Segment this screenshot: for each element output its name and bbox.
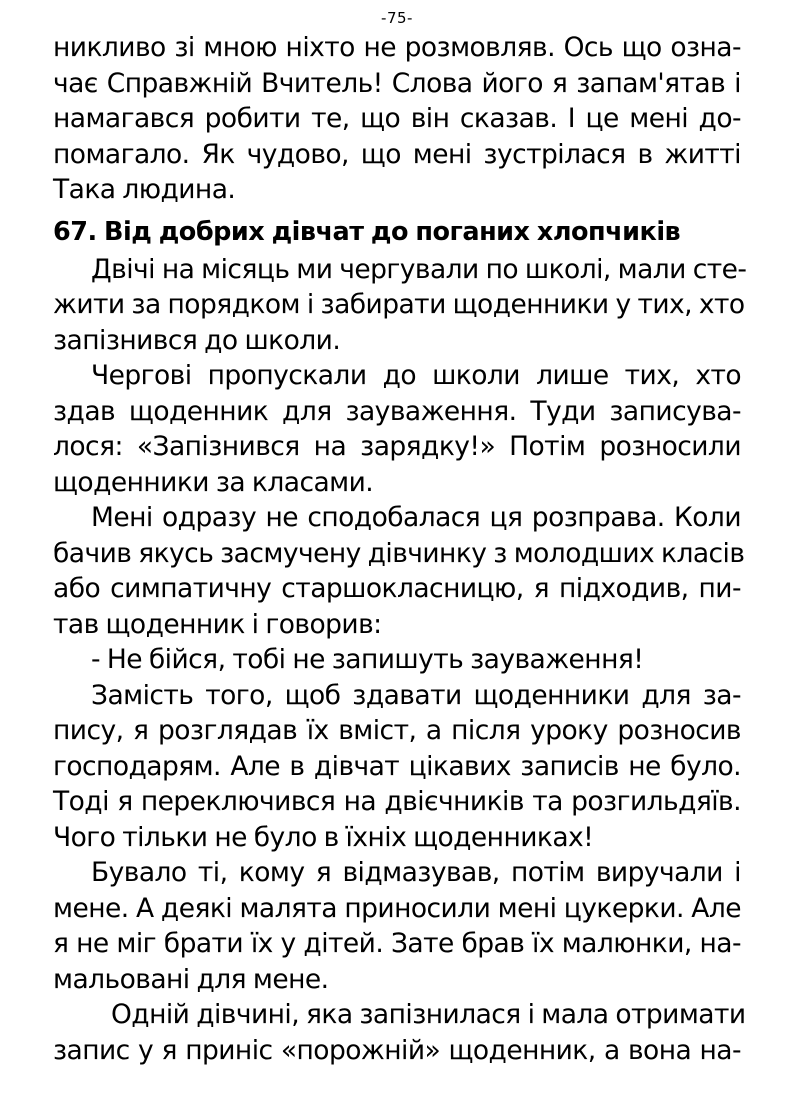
text-line: - Не бійся, тобі не запишуть зауваження! — [91, 644, 644, 675]
text-line: тав щоденник і говорив: — [53, 608, 382, 640]
paragraph — [53, 855, 741, 997]
text-line: Двічі на місяць ми чергували по школі, мали сте- — [91, 253, 747, 285]
text-line: запис у я приніс «порожній» щоденник, а вона на- — [53, 1034, 741, 1066]
text-line: помагало. Як чудово, що мені зустрілася в житті — [53, 138, 741, 170]
text-line: Чергові пропускали до школи лише тих, хто — [91, 360, 741, 391]
paragraph — [53, 500, 745, 642]
intro-paragraph — [53, 30, 741, 208]
text-line: жити за порядком і забирати щоденники у тих, хто — [53, 289, 745, 320]
text-line: або симпатичну старшокласницю, я підходив, пи- — [53, 573, 741, 604]
text-line: господарям. Але в дівчат цікавих записів не було. — [53, 750, 741, 782]
text-line: здав щоденник для зауваження. Туди записува- — [53, 395, 741, 427]
text-line: Тоді я переключився на двієчників та розгильдяїв. — [53, 786, 741, 817]
text-line: Чого тільки не було в їхніх щоденниках! — [53, 821, 594, 853]
paragraph — [53, 252, 747, 359]
text-line: мене. А деякі малята приносили мені цукерки. Але — [53, 892, 741, 924]
paragraph — [53, 997, 746, 1068]
text-line: Одній дівчині, яка запізнилася і мала отримати — [111, 999, 746, 1030]
text-line: запізнився до школи. — [53, 324, 341, 356]
text-line: Така людина. — [53, 174, 236, 205]
text-line: лося: «Запізнився на зарядку!» Потім розносили — [53, 431, 741, 462]
text-line: Бувало ті, кому я відмазував, потім виручали і — [91, 857, 741, 888]
paragraph — [53, 678, 741, 856]
text-line: никливо зі мною ніхто не розмовляв. Ось що озна- — [53, 32, 741, 63]
text-line: пису, я розглядав їх вміст, а після уроку розносив — [53, 715, 741, 746]
text-line: чає Справжній Вчитель! Слова його я запам'ятав і — [53, 67, 741, 99]
text-line: Мені одразу не сподобалася ця розправа. Коли — [91, 502, 741, 533]
section-heading: 67. Від добрих дівчат до поганих хлопчиків — [53, 216, 681, 247]
text-line: мальовані для мене. — [53, 963, 329, 995]
paragraph — [53, 358, 741, 500]
page-body — [53, 30, 747, 1068]
text-line: бачив якусь засмучену дівчинку з молодших класів — [53, 537, 745, 569]
text-line: щоденники за класами. — [53, 466, 374, 498]
dialogue-paragraph — [53, 642, 741, 678]
book-page — [53, 8, 747, 1068]
text-line: я не міг брати їх у дітей. Зате брав їх малюнки, на- — [53, 928, 741, 959]
text-line: намагався робити те, що він сказав. І це мені до- — [53, 103, 741, 134]
page-number: -75- — [381, 9, 413, 27]
text-line: Замість того, щоб здавати щоденники для за- — [91, 679, 741, 711]
